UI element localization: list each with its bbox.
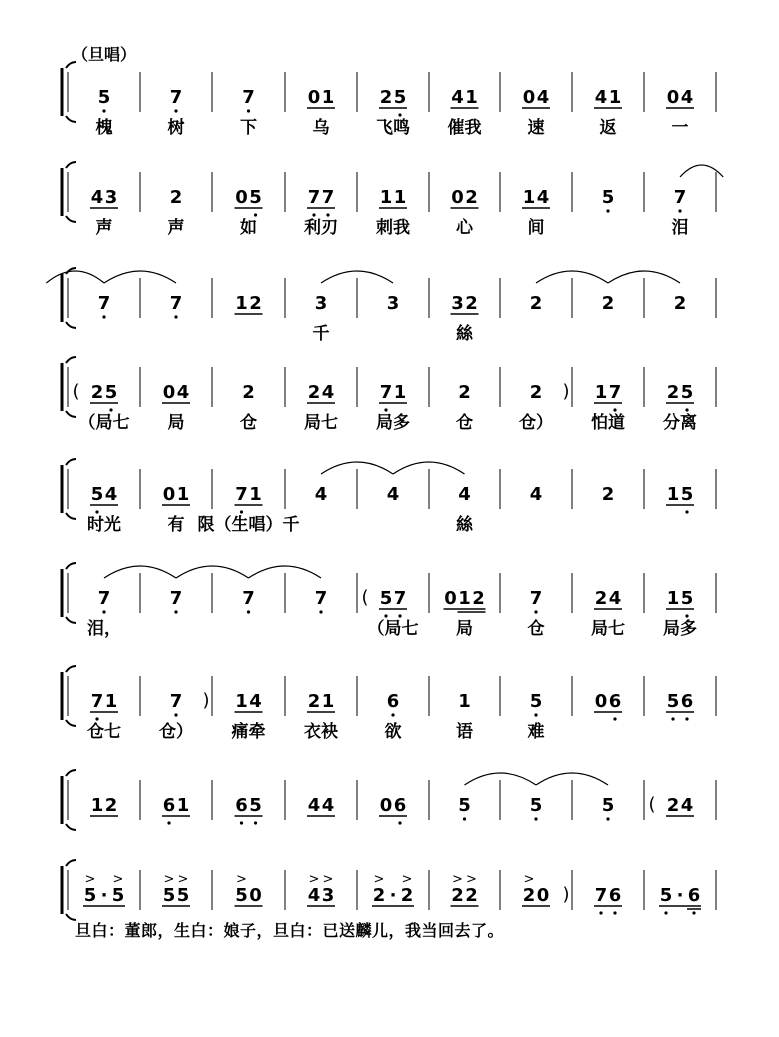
note: 4 [458,484,471,505]
lyric: （局七 [367,619,419,639]
lyric: 仓 [456,413,473,433]
octave-dot-low [606,817,609,820]
note: 2 [451,885,464,906]
lyric: 乌 [312,118,330,138]
octave-dot-low [613,717,616,720]
note: 5 [529,795,543,816]
lyric: 仓 [240,413,257,433]
note: 7 [242,87,255,108]
octave-dot-low [174,315,177,318]
lyric: 语 [456,722,473,742]
lyric: 时光 [87,515,121,535]
note: 7 [242,588,255,609]
note: 2 [169,187,183,208]
lyric: 衣袂 [304,722,338,742]
lyric: 絲 [456,324,473,344]
note: 3 [451,293,464,314]
note: 6 [687,885,701,906]
note: 7 [673,187,687,208]
note: 5 [90,484,104,505]
lyric: 利刃 [304,218,338,238]
note: 4 [307,885,321,906]
lyric: 局七 [304,413,338,433]
note: 4 [451,87,464,108]
note: 0 [666,87,680,108]
note: 7 [90,691,104,712]
note: 2 [594,588,608,609]
accent-mark: > [452,872,463,887]
note: 2 [372,885,386,906]
octave-dot-low [685,408,688,411]
note: 7 [314,588,328,609]
lyric: 有 [167,515,185,535]
note: 7 [97,293,111,314]
open-paren: ( [361,587,369,608]
note: 0 [162,382,176,403]
lyric: 絲 [456,515,473,535]
close-paren: ) [202,690,210,711]
octave-dot-low [102,315,105,318]
octave-dot-low [247,109,250,112]
accent-mark: > [401,872,413,887]
note: 1 [465,87,478,108]
note: 4 [536,187,550,208]
note: 0 [379,795,393,816]
lyric: 返 [599,118,617,138]
octave-dot-low [678,209,681,212]
accent-mark: > [308,872,320,887]
note: 1 [393,382,407,403]
note: 5 [249,187,262,208]
lyric: 刺我 [376,218,410,238]
note: 2 [465,293,478,314]
note: 7 [235,484,248,505]
note: 5 [601,795,615,816]
note: 2 [522,885,536,906]
octave-dot-low [319,610,322,613]
singer-direction: （旦唱） [72,45,137,64]
note: 7 [393,588,407,609]
lyric: 怕道 [591,413,625,433]
note: 7 [169,87,183,108]
lyric: 仓） [159,722,193,742]
note: 0 [594,691,608,712]
note: · [100,885,108,906]
lyric: 一 [671,118,689,138]
lyric: 局多 [376,413,410,433]
octave-dot-low [384,614,387,617]
octave-dot-low [398,113,401,116]
note: 1 [90,795,104,816]
note: 5 [379,588,393,609]
lyric: 树 [167,118,185,138]
lyric: 局七 [591,619,625,639]
note: 1 [594,382,608,403]
note: 5 [83,885,97,906]
note: 2 [465,885,478,906]
octave-dot-low [599,911,602,914]
note: 7 [529,588,543,609]
lyric: 飞鸣 [376,118,410,138]
note: 1 [321,691,335,712]
note: 6 [386,691,400,712]
note: 5 [680,382,694,403]
octave-dot-low [685,717,688,720]
note: 4 [529,484,543,505]
lyric: 速 [527,118,545,138]
note: 7 [169,588,183,609]
octave-dot-low [664,911,667,914]
note: 5 [601,187,615,208]
note: 4 [176,382,190,403]
octave-dot-low [174,109,177,112]
note: 7 [379,382,393,403]
lyric: 下 [240,118,257,138]
note: 2 [249,293,262,314]
note: 7 [97,588,111,609]
note: 4 [314,484,328,505]
note: 6 [608,885,622,906]
octave-dot-low [174,713,177,716]
lyric: 局多 [663,619,697,639]
note: 4 [90,187,104,208]
note: 4 [386,484,400,505]
octave-dot-low [312,213,315,216]
note: 1 [458,691,471,712]
note: 1 [379,187,393,208]
note: 5 [393,87,407,108]
lyric: 局 [456,619,473,639]
note: 1 [666,588,680,609]
note: 2 [400,885,414,906]
open-paren: ( [648,794,656,815]
note: 1 [321,87,335,108]
note: 6 [608,691,622,712]
slur [46,271,104,283]
lyric: 仓 [527,619,545,639]
note: 6 [393,795,407,816]
lyric: 分离 [663,413,697,433]
octave-dot-low [95,717,98,720]
octave-dot-low [326,213,329,216]
close-paren: ) [562,381,570,402]
octave-dot-low [109,408,112,411]
note: 3 [314,293,328,314]
open-paren: ( [72,381,80,402]
note: 5 [162,885,176,906]
note: 2 [458,382,471,403]
lyric: （局七 [78,413,130,433]
note: 7 [169,691,183,712]
octave-dot-low [534,713,537,716]
lyric: 泪， [87,619,121,639]
note: 5 [680,484,694,505]
note: 1 [235,691,248,712]
note: 6 [235,795,248,816]
note: 6 [162,795,176,816]
note: 2 [529,293,543,314]
note: 1 [176,484,190,505]
note: 2 [242,382,255,403]
note: 5 [111,885,125,906]
note: 2 [601,293,615,314]
note: 0 [162,484,176,505]
note: 2 [472,588,485,609]
note: 7 [307,187,321,208]
note: 1 [176,795,190,816]
note: 4 [680,87,694,108]
note: 1 [104,691,118,712]
note: 2 [379,87,393,108]
note: 2 [465,187,478,208]
note: 0 [235,187,248,208]
spoken-dialogue: 旦白：董郎，生白：娘子，旦白：已送麟儿，我当回去了。 [75,921,505,940]
octave-dot-low [685,510,688,513]
octave-dot-low [692,911,695,914]
note: 3 [321,885,335,906]
note: 4 [680,795,694,816]
note: 1 [522,187,536,208]
octave-dot-low [463,817,466,820]
note: 1 [666,484,680,505]
octave-dot-low [95,510,98,513]
note: 7 [321,187,335,208]
lyric: 槐 [95,118,113,138]
octave-dot-low [240,510,243,513]
lyric: 声 [95,218,113,238]
octave-dot-low [240,821,243,824]
note: 5 [659,885,673,906]
octave-dot-low [174,610,177,613]
note: 4 [536,87,550,108]
lyric: 痛牵 [231,722,266,742]
note: 2 [601,484,615,505]
octave-dot-low [102,610,105,613]
octave-dot-low [384,408,387,411]
note: 5 [680,588,694,609]
note: 6 [680,691,694,712]
octave-dot-low [254,213,257,216]
octave-dot-low [102,109,105,112]
note: 5 [529,691,543,712]
note: 2 [104,795,118,816]
note: 0 [536,885,550,906]
octave-dot-low [534,817,537,820]
note: 3 [386,293,400,314]
note: 5 [235,885,248,906]
note: · [676,885,684,906]
lyric: 泪 [671,218,689,238]
octave-dot-low [167,821,170,824]
octave-dot-low [254,821,257,824]
octave-dot-low [613,911,616,914]
note: 4 [608,588,622,609]
accent-mark: > [466,872,477,887]
note: 1 [458,588,471,609]
note: 3 [104,187,118,208]
note: 0 [522,87,536,108]
note: 4 [321,382,335,403]
accent-mark: > [322,872,334,887]
octave-dot-low [398,821,401,824]
note: 7 [594,885,608,906]
octave-dot-low [671,717,674,720]
note: 2 [666,382,680,403]
lyric: 局 [167,413,185,433]
lyric: 催我 [447,118,482,138]
note: 5 [249,795,262,816]
accent-mark: > [523,872,535,887]
octave-dot-low [534,610,537,613]
note: 5 [97,87,111,108]
accent-mark: > [236,872,247,887]
note: 1 [249,484,262,505]
note: 5 [666,691,680,712]
lyric: 声 [167,218,185,238]
octave-dot-low [685,614,688,617]
note: 0 [451,187,464,208]
octave-dot-low [247,610,250,613]
note: · [389,885,397,906]
octave-dot-low [606,209,609,212]
note: 2 [90,382,104,403]
note: 1 [608,87,622,108]
note: 0 [444,588,457,609]
accent-mark: > [84,872,96,887]
accent-mark: > [177,872,189,887]
accent-mark: > [373,872,385,887]
note: 5 [458,795,471,816]
note: 7 [169,293,183,314]
note: 4 [594,87,608,108]
slur [680,165,723,177]
accent-mark: > [112,872,124,887]
accent-mark: > [163,872,175,887]
note: 4 [321,795,335,816]
note: 0 [249,885,262,906]
note: 5 [176,885,190,906]
note: 2 [529,382,543,403]
note: 2 [307,382,321,403]
lyric: 欲 [384,722,402,742]
octave-dot-low [613,408,616,411]
note: 5 [104,382,118,403]
note: 4 [104,484,118,505]
lyric: 仓） [519,413,553,433]
note: 1 [235,293,248,314]
lyric: 仓七 [87,722,121,742]
lyric: 千 [312,324,330,344]
lyric: 限（生唱）千 [197,515,300,535]
note: 4 [307,795,321,816]
lyric: 如 [240,218,257,238]
note: 0 [307,87,321,108]
lyric: 难 [527,722,545,742]
note: 7 [608,382,622,403]
note: 2 [666,795,680,816]
close-paren: ) [562,884,570,905]
lyric: 间 [527,218,545,238]
octave-dot-low [398,614,401,617]
note: 4 [249,691,262,712]
lyric: 心 [456,218,473,238]
note: 1 [393,187,407,208]
note: 2 [673,293,687,314]
note: 2 [307,691,321,712]
octave-dot-low [391,713,394,716]
